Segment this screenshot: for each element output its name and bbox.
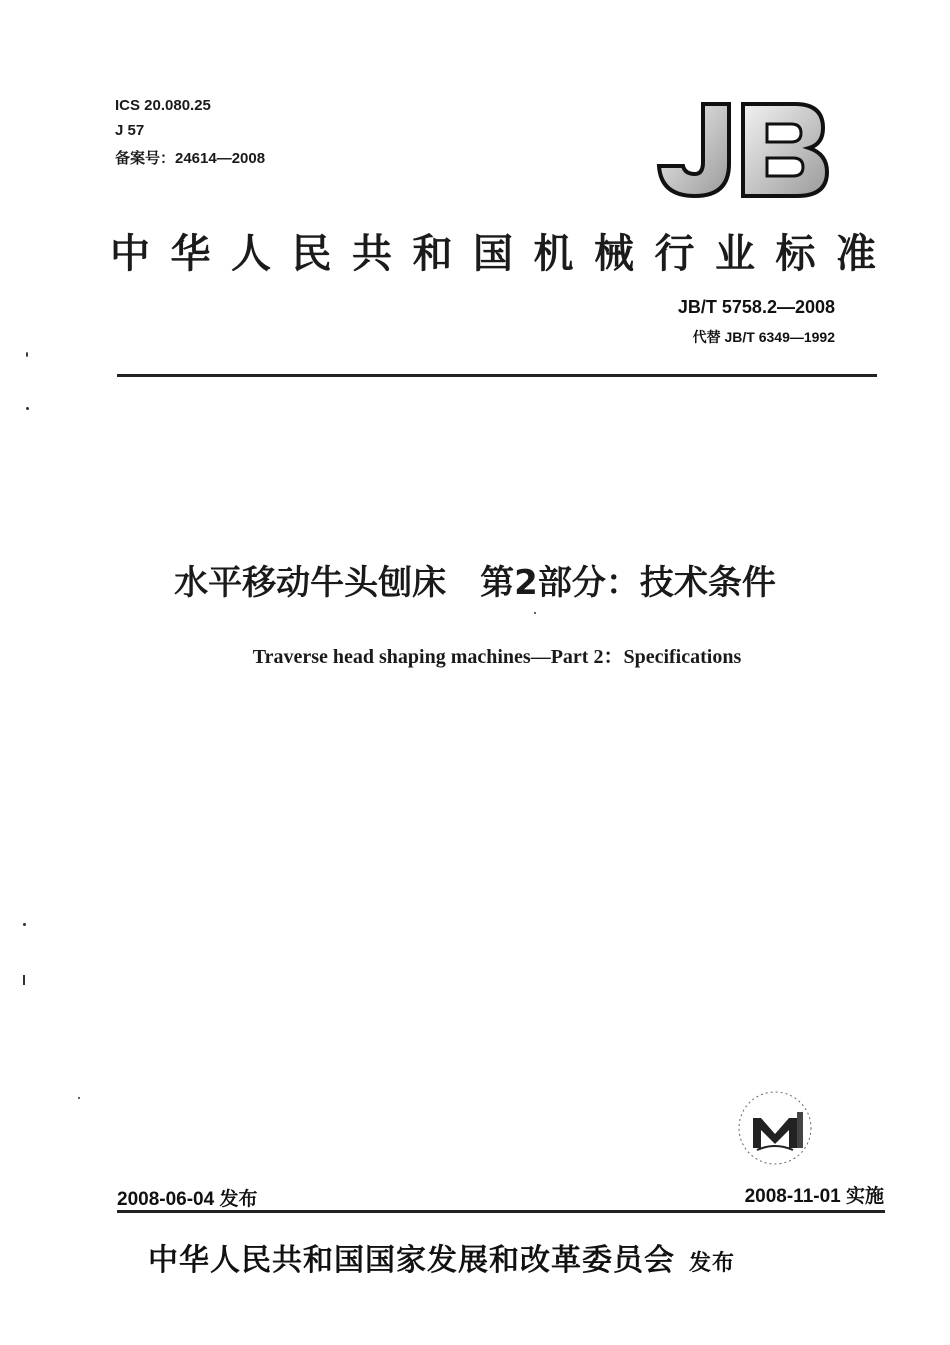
- replaces-standard: 代替 JB/T 6349—1992: [692, 329, 835, 345]
- scan-speck: [23, 923, 26, 926]
- header-divider: [117, 374, 877, 377]
- scan-speck: [534, 612, 536, 614]
- jb-logo: [655, 100, 830, 200]
- publisher-seal-icon: [735, 1088, 815, 1168]
- publisher-name: 中华人民共和国国家发展和改革委员会: [148, 1243, 675, 1278]
- scan-speck: [78, 1097, 80, 1099]
- ics-code: ICS 20.080.25: [115, 97, 211, 114]
- scan-speck: [26, 352, 28, 357]
- document-title-cn: 水平移动牛头刨床 第2部分：技术条件: [174, 563, 776, 603]
- document-title-en: Traverse head shaping machines—Part 2：Specifications: [252, 646, 742, 668]
- filing-number: 备案号：24614—2008: [115, 150, 266, 167]
- issue-date: 2008-06-04 发布: [117, 1189, 258, 1210]
- publisher-suffix: 发布: [689, 1251, 736, 1276]
- ccs-code: J 57: [115, 122, 145, 139]
- publisher-line: [148, 1235, 735, 1279]
- scan-speck: [26, 407, 29, 410]
- scan-speck: [23, 975, 25, 985]
- standard-category-title: 中华人民共和国机械行业标准: [110, 231, 880, 277]
- footer-divider: [117, 1210, 885, 1213]
- implementation-date: 2008-11-01 实施: [744, 1186, 884, 1207]
- standard-number: JB/T 5758.2—2008: [677, 297, 835, 317]
